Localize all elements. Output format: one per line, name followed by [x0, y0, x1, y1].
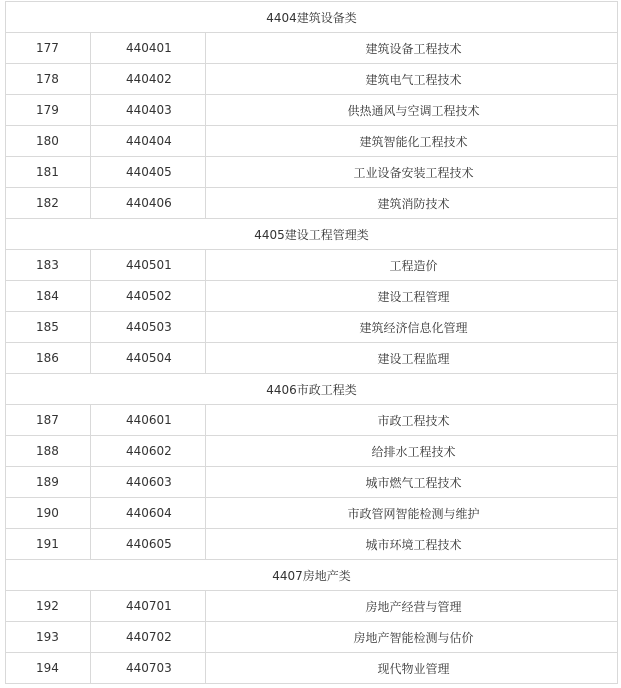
major-code: 440601: [91, 405, 206, 436]
table-row: [6, 64, 618, 95]
row-number: 185: [6, 312, 91, 343]
category-row: [6, 219, 618, 250]
major-code: 440501: [91, 250, 206, 281]
table-row: [6, 436, 618, 467]
major-code: 440404: [91, 126, 206, 157]
row-number: 193: [6, 622, 91, 653]
table-row: [6, 467, 618, 498]
major-code: 440602: [91, 436, 206, 467]
major-name: 建筑设备工程技术: [206, 33, 618, 64]
table-row: [6, 188, 618, 219]
row-number: 186: [6, 343, 91, 374]
major-code: 440504: [91, 343, 206, 374]
major-code: 440406: [91, 188, 206, 219]
major-code: 440703: [91, 653, 206, 684]
major-name: 房地产智能检测与估价: [206, 622, 618, 653]
majors-table: [5, 1, 618, 684]
major-name: 建筑经济信息化管理: [206, 312, 618, 343]
category-row: [6, 2, 618, 33]
row-number: 180: [6, 126, 91, 157]
row-number: 182: [6, 188, 91, 219]
row-number: 189: [6, 467, 91, 498]
major-code: 440603: [91, 467, 206, 498]
row-number: 194: [6, 653, 91, 684]
majors-table-body: [6, 2, 618, 684]
row-number: 177: [6, 33, 91, 64]
table-row: [6, 622, 618, 653]
major-code: 440502: [91, 281, 206, 312]
major-code: 440401: [91, 33, 206, 64]
major-code: 440701: [91, 591, 206, 622]
row-number: 183: [6, 250, 91, 281]
major-code: 440702: [91, 622, 206, 653]
major-name: 建设工程监理: [206, 343, 618, 374]
table-row: [6, 157, 618, 188]
table-row: [6, 281, 618, 312]
major-name: 建设工程管理: [206, 281, 618, 312]
category-title: 4404建筑设备类: [6, 2, 618, 33]
row-number: 179: [6, 95, 91, 126]
major-code: 440405: [91, 157, 206, 188]
category-title: 4405建设工程管理类: [6, 219, 618, 250]
row-number: 178: [6, 64, 91, 95]
table-row: [6, 95, 618, 126]
row-number: 184: [6, 281, 91, 312]
major-name: 房地产经营与管理: [206, 591, 618, 622]
table-row: [6, 250, 618, 281]
table-row: [6, 33, 618, 64]
category-title: 4406市政工程类: [6, 374, 618, 405]
major-code: 440503: [91, 312, 206, 343]
category-row: [6, 560, 618, 591]
major-name: 城市燃气工程技术: [206, 467, 618, 498]
category-title: 4407房地产类: [6, 560, 618, 591]
category-row: [6, 374, 618, 405]
major-name: 工程造价: [206, 250, 618, 281]
major-name: 城市环境工程技术: [206, 529, 618, 560]
major-name: 给排水工程技术: [206, 436, 618, 467]
major-code: 440604: [91, 498, 206, 529]
row-number: 187: [6, 405, 91, 436]
row-number: 192: [6, 591, 91, 622]
major-name: 供热通风与空调工程技术: [206, 95, 618, 126]
table-row: [6, 653, 618, 684]
row-number: 190: [6, 498, 91, 529]
table-row: [6, 529, 618, 560]
table-row: [6, 591, 618, 622]
table-row: [6, 343, 618, 374]
table-row: [6, 498, 618, 529]
row-number: 188: [6, 436, 91, 467]
row-number: 191: [6, 529, 91, 560]
major-name: 建筑电气工程技术: [206, 64, 618, 95]
major-name: 建筑消防技术: [206, 188, 618, 219]
table-row: [6, 126, 618, 157]
major-code: 440402: [91, 64, 206, 95]
major-name: 建筑智能化工程技术: [206, 126, 618, 157]
row-number: 181: [6, 157, 91, 188]
table-row: [6, 405, 618, 436]
table-row: [6, 312, 618, 343]
major-name: 现代物业管理: [206, 653, 618, 684]
major-name: 工业设备安装工程技术: [206, 157, 618, 188]
major-code: 440403: [91, 95, 206, 126]
major-name: 市政工程技术: [206, 405, 618, 436]
major-name: 市政管网智能检测与维护: [206, 498, 618, 529]
major-code: 440605: [91, 529, 206, 560]
